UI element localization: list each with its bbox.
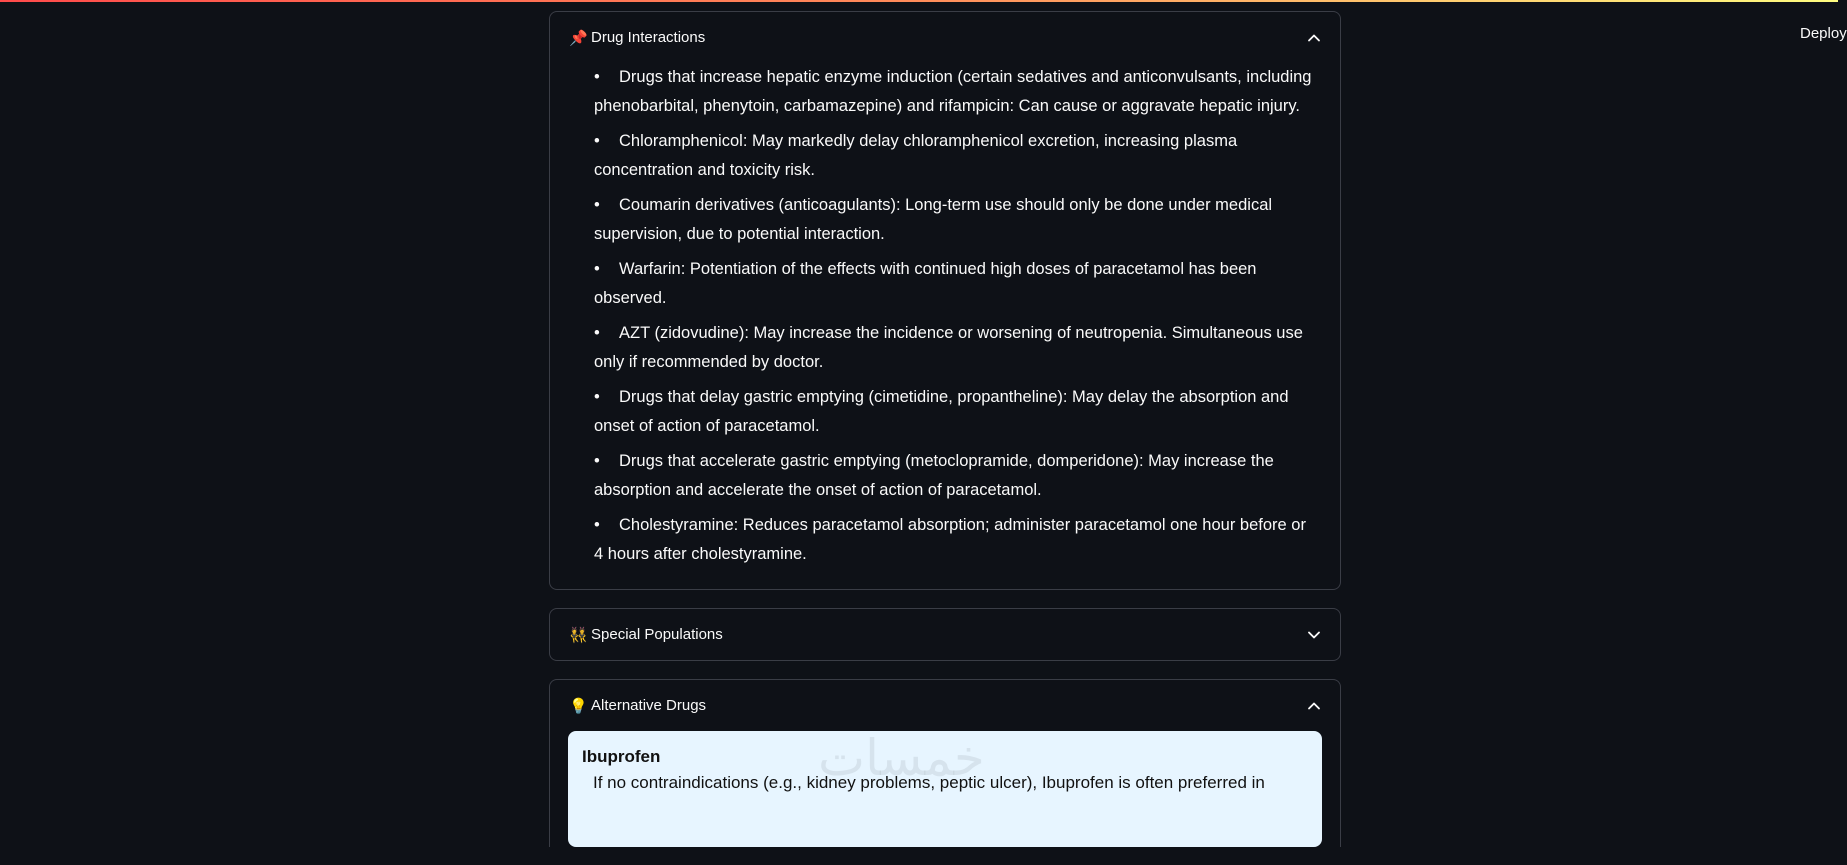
people-icon: 👯 [569, 626, 588, 644]
chevron-down-icon[interactable] [1306, 627, 1322, 643]
list-item: • Drugs that increase hepatic enzyme induction (certain sedatives and anticonvulsants, including phenobarbital, phenytoin, carbamazepine) and rifampicin: Can cause or aggravate hepatic injury. [594, 68, 1312, 115]
expander-title: Alternative Drugs [591, 697, 707, 714]
expander-header-alternative-drugs[interactable] [550, 680, 1340, 731]
expander-header-special-populations[interactable] [550, 609, 1340, 660]
watermark: خمسات [818, 729, 985, 787]
info-alert-ibuprofen [568, 731, 1322, 847]
pushpin-icon: 📌 [569, 29, 588, 47]
list-item: • Cholestyramine: Reduces paracetamol absorption; administer paracetamol one hour before or 4 hours after cholestyramine. [594, 516, 1306, 563]
chevron-up-icon[interactable] [1306, 30, 1322, 46]
lightbulb-icon: 💡 [569, 697, 588, 715]
list-item: • Drugs that accelerate gastric emptying (metoclopramide, domperidone): May increase the absorption and accelerate the onset of action of paracetamol. [594, 452, 1274, 499]
interaction-list [594, 63, 1316, 569]
expander-title: Drug Interactions [591, 29, 706, 46]
top-decoration-bar [0, 0, 1838, 2]
list-item: • Drugs that delay gastric emptying (cimetidine, propantheline): May delay the absorption and onset of action of paracetamol. [594, 388, 1289, 435]
expander-header-drug-interactions[interactable] [550, 12, 1340, 63]
expander-title: Special Populations [591, 626, 723, 643]
main-content [549, 11, 1341, 865]
alert-text: If no contraindications (e.g., kidney problems, peptic ulcer), Ibuprofen is often preferred in [593, 773, 1265, 792]
expander-drug-interactions [549, 11, 1341, 590]
expander-alternative-drugs [549, 679, 1341, 847]
list-item: • Warfarin: Potentiation of the effects with continued high doses of paracetamol has been observed. [594, 260, 1257, 307]
deploy-button[interactable]: Deploy [1800, 25, 1847, 42]
expander-special-populations [549, 608, 1341, 661]
chevron-up-icon[interactable] [1306, 698, 1322, 714]
list-item: • Chloramphenicol: May markedly delay chloramphenicol excretion, increasing plasma concentration and toxicity risk. [594, 132, 1238, 179]
list-item: • Coumarin derivatives (anticoagulants): Long-term use should only be done under medical supervision, due to potential interaction. [594, 196, 1273, 243]
expander-body-drug-interactions [550, 63, 1340, 589]
alert-title: Ibuprofen [582, 747, 661, 766]
list-item: • AZT (zidovudine): May increase the incidence or worsening of neutropenia. Simultaneous use only if recommended by doctor. [594, 324, 1303, 371]
